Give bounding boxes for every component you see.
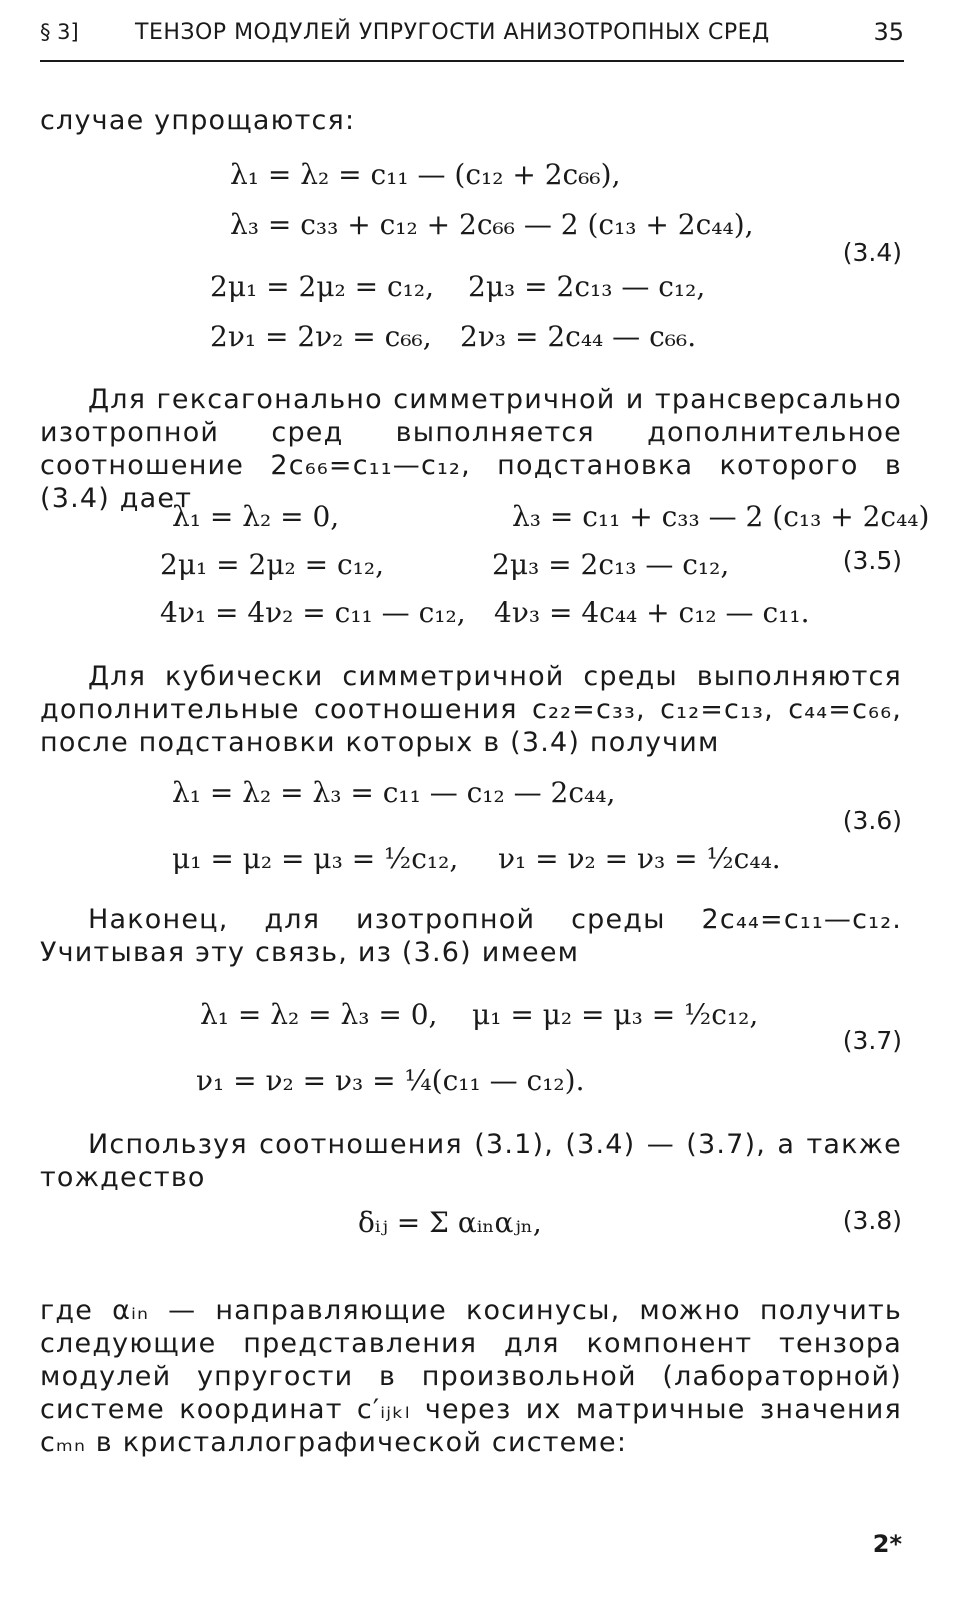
eq36-line-1: λ₁ = λ₂ = λ₃ = c₁₁ — c₁₂ — 2c₄₄, (172, 776, 616, 809)
paragraph-direction-cosines: где αᵢₙ — направляющие косинусы, можно получить следующие представления для компонент тензора модулей упругости в произвольной (лабораторной) системе координат c′ᵢⱼₖₗ через их матричные значения cₘₙ в кристаллографической системе: (40, 1295, 902, 1458)
eq38-line: δᵢⱼ = Σ αᵢₙαⱼₙ, (358, 1206, 542, 1239)
eq34-line-3a: 2μ₁ = 2μ₂ = c₁₂, (210, 270, 435, 303)
header-rule (40, 60, 904, 62)
equation-number-3-6: (3.6) (842, 806, 902, 835)
eq37-line-2: ν₁ = ν₂ = ν₃ = ¼(c₁₁ — c₁₂). (196, 1064, 585, 1097)
eq35-line-1b: λ₃ = c₁₁ + c₃₃ — 2 (c₁₃ + 2c₄₄) (512, 500, 930, 533)
paragraph-intro: случае упрощаются: (40, 105, 356, 136)
eq34-line-4b: 2ν₃ = 2c₄₄ — c₆₆. (460, 320, 697, 353)
eq37-line-1b: μ₁ = μ₂ = μ₃ = ½c₁₂, (472, 998, 759, 1031)
equation-number-3-5: (3.5) (842, 546, 902, 575)
eq36-line-2a: μ₁ = μ₂ = μ₃ = ½c₁₂, (172, 842, 459, 875)
eq35-line-2a: 2μ₁ = 2μ₂ = c₁₂, (160, 548, 385, 581)
equation-number-3-8: (3.8) (842, 1206, 902, 1235)
eq34-line-4a: 2ν₁ = 2ν₂ = c₆₆, (210, 320, 432, 353)
section-marker: § 3] (40, 20, 79, 44)
eq34-line-1: λ₁ = λ₂ = c₁₁ — (c₁₂ + 2c₆₆), (230, 158, 621, 191)
paragraph-hexagonal: Для гексагонально симметричной и трансверсально изотропной сред выполняется дополнительное соотношение 2c₆₆=c₁₁—c₁₂, подстановка которого в (3.4) дает (40, 384, 902, 514)
eq34-line-3b: 2μ₃ = 2c₁₃ — c₁₂, (468, 270, 706, 303)
eq37-line-1a: λ₁ = λ₂ = λ₃ = 0, (200, 998, 438, 1031)
paragraph-cubic: Для кубически симметричной среды выполняются дополнительные соотношения c₂₂=c₃₃, c₁₂=c₁₃, c₄₄=c₆₆, после подстановки которых в (3.4) получим (40, 661, 902, 758)
equation-number-3-4: (3.4) (842, 238, 902, 267)
running-head (40, 18, 904, 58)
equation-number-3-7: (3.7) (842, 1026, 902, 1055)
eq35-line-3a: 4ν₁ = 4ν₂ = c₁₁ — c₁₂, (160, 596, 466, 629)
paragraph-identities: Используя соотношения (3.1), (3.4) — (3.7), а также тождество (40, 1129, 902, 1193)
signature-mark: 2* (872, 1530, 902, 1558)
page-number: 35 (873, 18, 904, 46)
eq35-line-3b: 4ν₃ = 4c₄₄ + c₁₂ — c₁₁. (494, 596, 810, 629)
eq35-line-2b: 2μ₃ = 2c₁₃ — c₁₂, (492, 548, 730, 581)
eq34-line-2: λ₃ = c₃₃ + c₁₂ + 2c₆₆ — 2 (c₁₃ + 2c₄₄), (230, 208, 754, 241)
eq35-line-1a: λ₁ = λ₂ = 0, (172, 500, 340, 533)
paragraph-isotropic: Наконец, для изотропной среды 2c₄₄=c₁₁—c₁₂. Учитывая эту связь, из (3.6) имеем (40, 904, 902, 968)
running-title: ТЕНЗОР МОДУЛЕЙ УПРУГОСТИ АНИЗОТРОПНЫХ СРЕД (135, 20, 770, 45)
eq36-line-2b: ν₁ = ν₂ = ν₃ = ½c₄₄. (498, 842, 781, 875)
